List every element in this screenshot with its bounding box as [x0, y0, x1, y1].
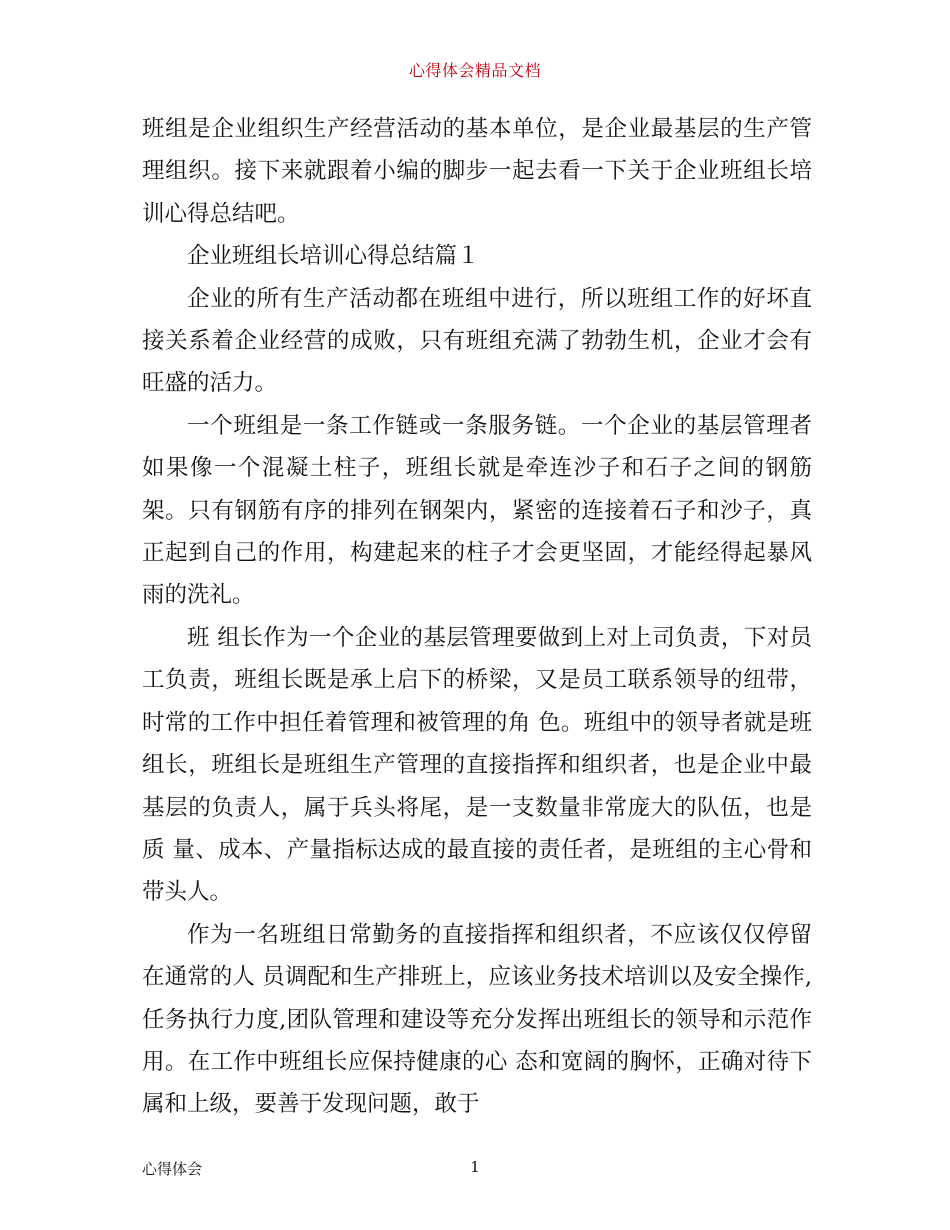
page-header: 心得体会精品文档 [408, 61, 541, 80]
section-heading: 企业班组长培训心得总结篇１ [187, 243, 480, 270]
document-body [142, 108, 812, 1126]
paragraph-intro: 班组是企业组织生产经营活动的基本单位，是企业最基层的生产管理组织。接下来就跟着小编的脚步一起去看一下关于企业班组长培训心得总结吧。 [142, 116, 812, 227]
paragraph: 一个班组是一条工作链或一条服务链。一个企业的基层管理者如果像一个混凝土柱子，班组长就是牵连沙子和石子之间的钢筋架。只有钢筋有序的排列在钢架内，紧密的连接着石子和沙子，真正起到自己的作用，构建起来的柱子才会更坚固，才能经得起暴风雨的洗礼。 [142, 412, 812, 609]
paragraph: 作为一名班组日常勤务的直接指挥和组织者，不应该仅仅停留在通常的人 员调配和生产排班上，应该业务技术培训以及安全操作,任务执行力度,团队管理和建设等充分发挥出班组长的领导和示范作用。在工作中班组长应保持健康的心 态和宽阔的胸怀，正确对待下属和上级，要善于发现问题，敢于 [142, 921, 812, 1118]
paragraph: 企业的所有生产活动都在班组中进行，所以班组工作的好坏直接关系着企业经营的成败，只有班组充满了勃勃生机，企业才会有旺盛的活力。 [142, 285, 812, 397]
footer-label: 心得体会 [142, 1160, 203, 1178]
page-number: 1 [470, 1158, 480, 1176]
paragraph: 班 组长作为一个企业的基层管理要做到上对上司负责，下对员工负责，班组长既是承上启下的桥梁，又是员工联系领导的纽带，时常的工作中担任着管理和被管理的角 色。班组中的领导者就是班组长，班组长是班组生产管理的直接指挥和组织者，也是企业中最基层的负责人，属于兵头将尾，是一支数量非常庞大的队伍，也是质 量、成本、产量指标达成的最直接的责任者，是班组的主心骨和带头人。 [142, 624, 812, 906]
